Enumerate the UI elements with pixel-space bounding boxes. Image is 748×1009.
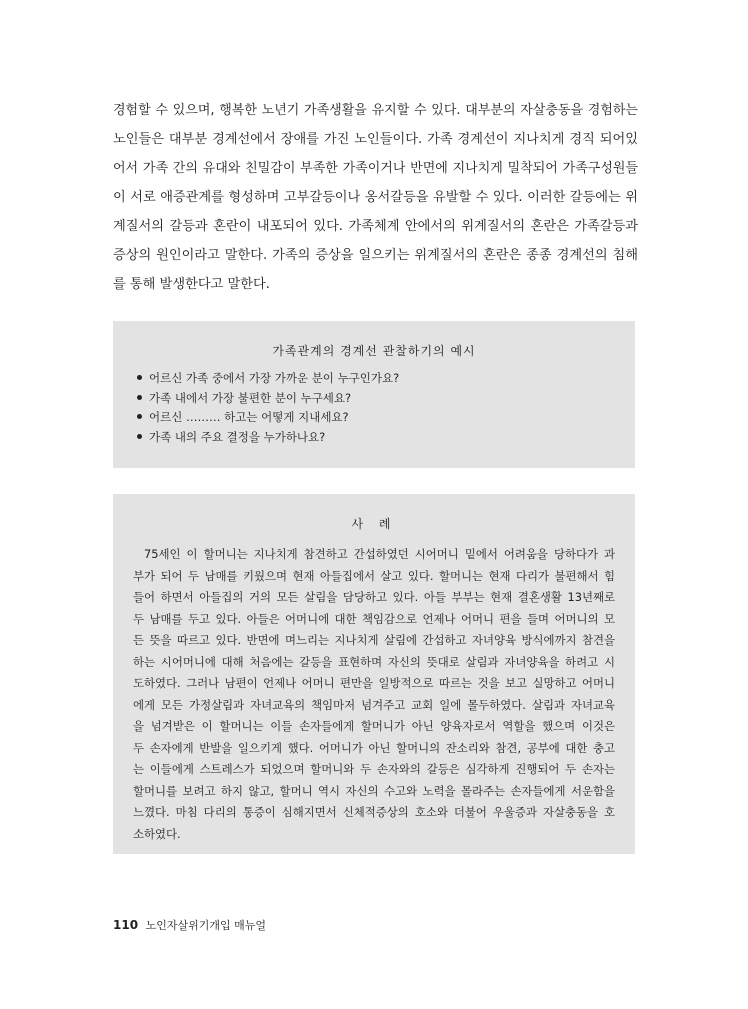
case-text-line: 부가 되어 두 남매를 키웠으며 현재 아들집에서 살고 있다. 할머니는 현재 다리가 불편해서 힘 bbox=[133, 568, 615, 583]
case-box-title: 사 례 bbox=[351, 517, 397, 531]
case-text bbox=[133, 544, 615, 845]
bullet-icon bbox=[137, 375, 142, 380]
case-text-line: 들어 하면서 아들집의 거의 모든 살림을 담당하고 있다. 아들 부부는 현재 결혼생활 13년째로 bbox=[133, 590, 615, 604]
case-text-line: 두 손자에게 반발을 일으키게 했다. 어머니가 아닌 할머니의 잔소리와 참견, 공부에 대한 충고 bbox=[133, 740, 615, 755]
body-text-line: 경험할 수 있으며, 행복한 노년기 가족생활을 유지할 수 있다. 대부분의 자살충동을 경험하는 bbox=[113, 103, 638, 118]
list-item-text: 어르신 가족 중에서 가장 가까운 분이 누구인가요? bbox=[149, 371, 400, 385]
case-text-line: 도하였다. 그러나 남편이 언제나 어머니 편만을 일방적으로 따르는 것을 보고 실망하고 어머니 bbox=[133, 676, 615, 690]
case-text-line: 에게 모든 가정살림과 자녀교육의 책임마저 넘겨주고 교회 일에 몰두하였다. 살림과 자녀교육 bbox=[133, 697, 615, 712]
page-footer bbox=[113, 918, 266, 933]
case-text-line: 두 남매를 두고 있다. 아들은 어머니에 대한 책임감으로 언제나 어머니 편을 들며 어머니의 모 bbox=[133, 611, 615, 626]
case-box bbox=[113, 494, 635, 854]
body-text-line: 계질서의 갈등과 혼란이 내포되어 있다. 가족체계 안에서의 위계질서의 혼란은 가족갈등과 bbox=[113, 219, 638, 234]
body-text-line: 노인들은 대부분 경계선에서 장애를 가진 노인들이다. 가족 경계선이 지나치게 경직 되어있 bbox=[113, 132, 638, 147]
list-item bbox=[137, 408, 615, 428]
examples-box bbox=[113, 321, 635, 468]
examples-box-title: 가족관계의 경계선 관찰하기의 예시 bbox=[272, 344, 476, 358]
case-text-line: 할머니를 보려고 하지 않고, 할머니 역시 자신의 수고와 노력을 몰라주는 손자들에게 서운함을 bbox=[133, 783, 615, 798]
case-text-line: 하는 시어머니에 대해 처음에는 갈등을 표현하며 자신의 뜻대로 살림과 자녀양육을 하려고 시 bbox=[133, 654, 615, 669]
list-item bbox=[137, 389, 615, 409]
bullet-icon bbox=[137, 414, 142, 419]
case-text-line: 을 넘겨받은 이 할머니는 이들 손자들에게 할머니가 아닌 양육자로서 역할을 했으며 이것은 bbox=[133, 719, 615, 733]
list-item-text: 가족 내의 주요 결정을 누가하나요? bbox=[149, 429, 326, 444]
bullet-icon bbox=[137, 395, 142, 400]
bullet-icon bbox=[137, 434, 142, 439]
list-item-text: 가족 내에서 가장 불편한 분이 누구세요? bbox=[149, 390, 352, 405]
case-text-line: 소하였다. bbox=[133, 826, 181, 841]
list-item bbox=[137, 369, 615, 389]
book-title: 노인자살위기개입 매뉴얼 bbox=[145, 919, 266, 932]
body-text bbox=[113, 96, 638, 299]
page-number: 110 bbox=[113, 918, 139, 932]
case-text-line: 든 뜻을 따르고 있다. 반면에 며느리는 지나치게 살림에 간섭하고 자녀양육 방식에까지 참견을 bbox=[133, 633, 615, 647]
case-text-line: 는 이들에게 스트레스가 되었으며 할머니와 두 손자와의 갈등은 심각하게 진행되어 두 손자는 bbox=[133, 762, 615, 776]
list-item-text: 어르신 ……… 하고는 어떻게 지내세요? bbox=[149, 410, 349, 424]
list-item bbox=[137, 428, 615, 448]
body-text-line: 를 통해 발생한다고 말한다. bbox=[113, 277, 270, 292]
body-text-line: 이 서로 애증관계를 형성하며 고부갈등이나 옹서갈등을 유발할 수 있다. 이러한 갈등에는 위 bbox=[113, 190, 638, 205]
body-text-line: 어서 가족 간의 유대와 친밀감이 부족한 가족이거나 반면에 지나치게 밀착되어 가족구성원들 bbox=[113, 161, 638, 176]
case-text-line: 느꼈다. 마침 다리의 통증이 심해지면서 신체적증상의 호소와 더불어 우울증과 자살충동을 호 bbox=[133, 805, 615, 819]
body-text-line: 증상의 원인이라고 말한다. 가족의 증상을 일으키는 위계질서의 혼란은 종종 경계선의 침해 bbox=[113, 248, 638, 263]
case-text-line: 75세인 이 할머니는 지나치게 참견하고 간섭하였던 시어머니 밑에서 어려움을 당하다가 과 bbox=[144, 547, 615, 561]
examples-list bbox=[133, 369, 615, 447]
